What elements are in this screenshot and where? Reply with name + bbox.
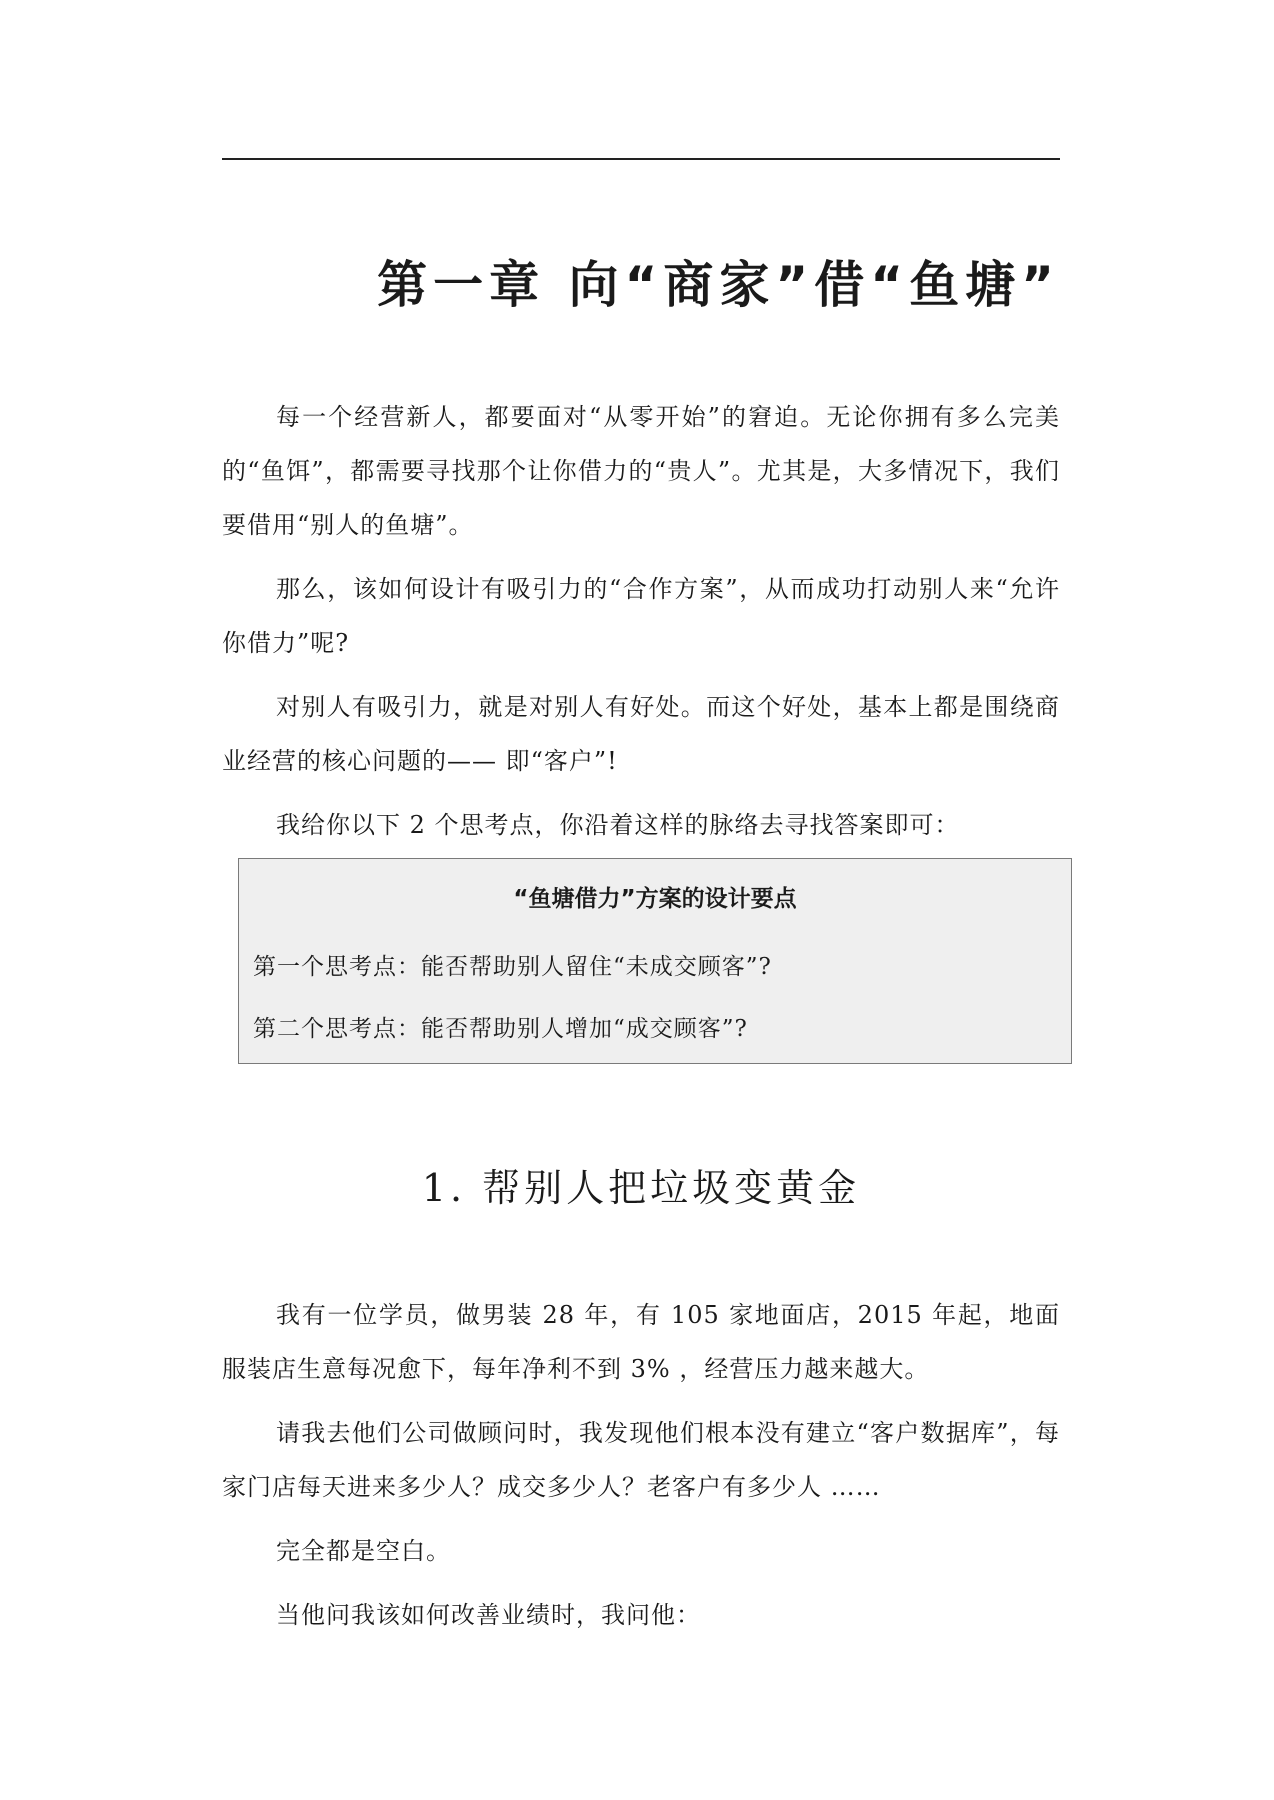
design-point-2: 第二个思考点：能否帮助别人增加“成交顾客”? — [253, 1016, 748, 1042]
intro-paragraph-2: 那么，该如何设计有吸引力的“合作方案”，从而成功打动别人来“允许你借力”呢? — [222, 575, 1060, 657]
design-points-box — [238, 858, 1072, 1064]
intro-paragraph-1: 每一个经营新人，都要面对“从零开始”的窘迫。无论你拥有多么完美的“鱼饵”，都需要寻找那个让你借力的“贵人”。尤其是，大多情况下，我们要借用“别人的鱼塘”。 — [222, 403, 1060, 539]
intro-paragraph-4: 我给你以下 2 个思考点，你沿着这样的脉络去寻找答案即可： — [276, 811, 960, 839]
section-paragraph-3: 完全都是空白。 — [276, 1537, 451, 1565]
chapter-title: 第一章 向“商家”借“鱼塘” — [377, 256, 1060, 314]
intro-paragraph-3: 对别人有吸引力，就是对别人有好处。而这个好处，基本上都是围绕商业经营的核心问题的—— 即“客户”! — [222, 693, 1060, 775]
section-paragraph-2: 请我去他们公司做顾问时，我发现他们根本没有建立“客户数据库”，每家门店每天进来多少人？成交多少人？老客户有多少人 …… — [222, 1419, 1060, 1501]
design-points-title: “鱼塘借力”方案的设计要点 — [513, 886, 797, 912]
section-paragraph-4: 当他问我该如何改善业绩时，我问他： — [276, 1601, 701, 1629]
design-point-1: 第一个思考点：能否帮助别人留住“未成交顾客”? — [253, 954, 772, 980]
section-paragraph-1: 我有一位学员，做男装 28 年，有 105 家地面店，2015 年起，地面服装店生意每况愈下，每年净利不到 3% ，经营压力越来越大。 — [222, 1301, 1060, 1383]
header-rule — [222, 158, 1060, 160]
section-title: 1. 帮别人把垃圾变黄金 — [421, 1166, 861, 1210]
